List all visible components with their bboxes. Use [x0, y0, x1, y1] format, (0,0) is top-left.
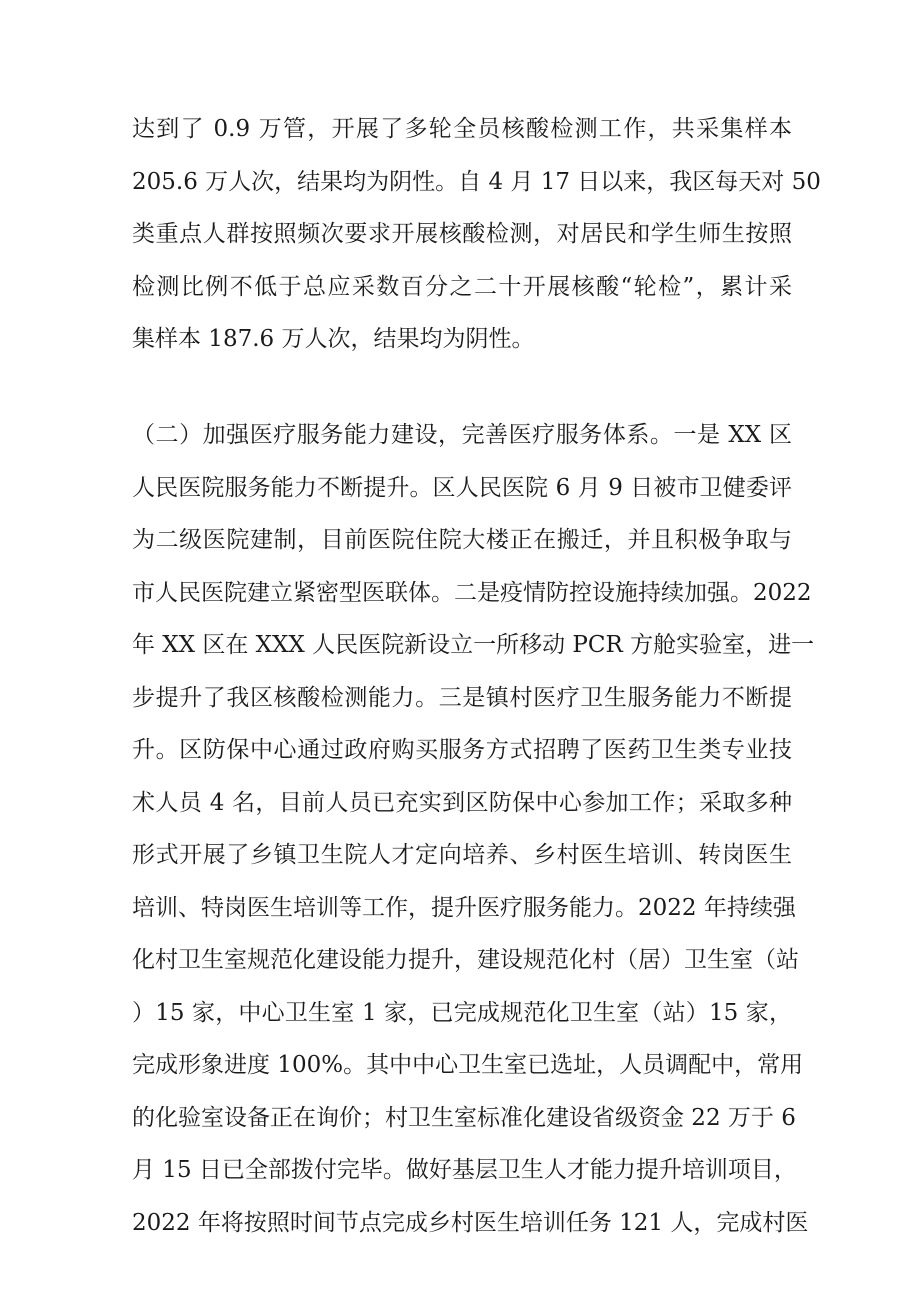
text-line: 步提升了我区核酸检测能力。三是镇村医疗卫生服务能力不断提	[132, 684, 792, 711]
text-line: 术人员 4 名，目前人员已充实到区防保中心参加工作；采取多种	[132, 789, 792, 816]
text-line: 的化验室设备正在询价；村卫生室标准化建设省级资金 22 万于 6	[132, 1104, 796, 1131]
text-line: 2022 年将按照时间节点完成乡村医生培训任务 121 人，完成村医	[132, 1209, 809, 1236]
text-line: 检测比例不低于总应采数百分之二十开展核酸“轮检”，累计采	[132, 273, 792, 300]
text-line: 完成形象进度 100%。其中中心卫生室已选址，人员调配中，常用	[132, 1052, 804, 1078]
text-line: ）15 家，中心卫生室 1 家，已完成规范化卫生室（站）15 家，	[132, 999, 792, 1026]
text-line: 集样本 187.6 万人次，结果均为阴性。	[132, 326, 535, 352]
text-line: 205.6 万人次，结果均为阴性。自 4 月 17 日以来，我区每天对 50	[132, 168, 821, 195]
text-line: 月 15 日已全部拨付完毕。做好基层卫生人才能力提升培训项目，	[132, 1157, 797, 1183]
text-line: （二）加强医疗服务能力建设，完善医疗服务体系。一是 XX 区	[132, 422, 792, 448]
text-line: 类重点人群按照频次要求开展核酸检测，对居民和学生师生按照	[132, 221, 792, 247]
text-line: 为二级医院建制，目前医院住院大楼正在搬迁，并且积极争取与	[132, 527, 792, 553]
text-line: 培训、特岗医生培训等工作，提升医疗服务能力。2022 年持续强	[132, 894, 796, 921]
text-line: 化村卫生室规范化建设能力提升，建设规范化村（居）卫生室（站	[132, 947, 799, 973]
text-line: 升。区防保中心通过政府购买服务方式招聘了医药卫生类专业技	[132, 737, 792, 763]
text-line: 形式开展了乡镇卫生院人才定向培养、乡村医生培训、转岗医生	[132, 842, 792, 868]
text-line: 市人民医院建立紧密型医联体。二是疫情防控设施持续加强。2022	[132, 579, 812, 606]
text-line: 年 XX 区在 XXX 人民医院新设立一所移动 PCR 方舱实验室，进一	[132, 632, 815, 658]
text-line: 人民医院服务能力不断提升。区人民医院 6 月 9 日被市卫健委评	[132, 474, 792, 501]
text-line: 达到了 0.9 万管，开展了多轮全员核酸检测工作，共采集样本	[132, 116, 792, 142]
